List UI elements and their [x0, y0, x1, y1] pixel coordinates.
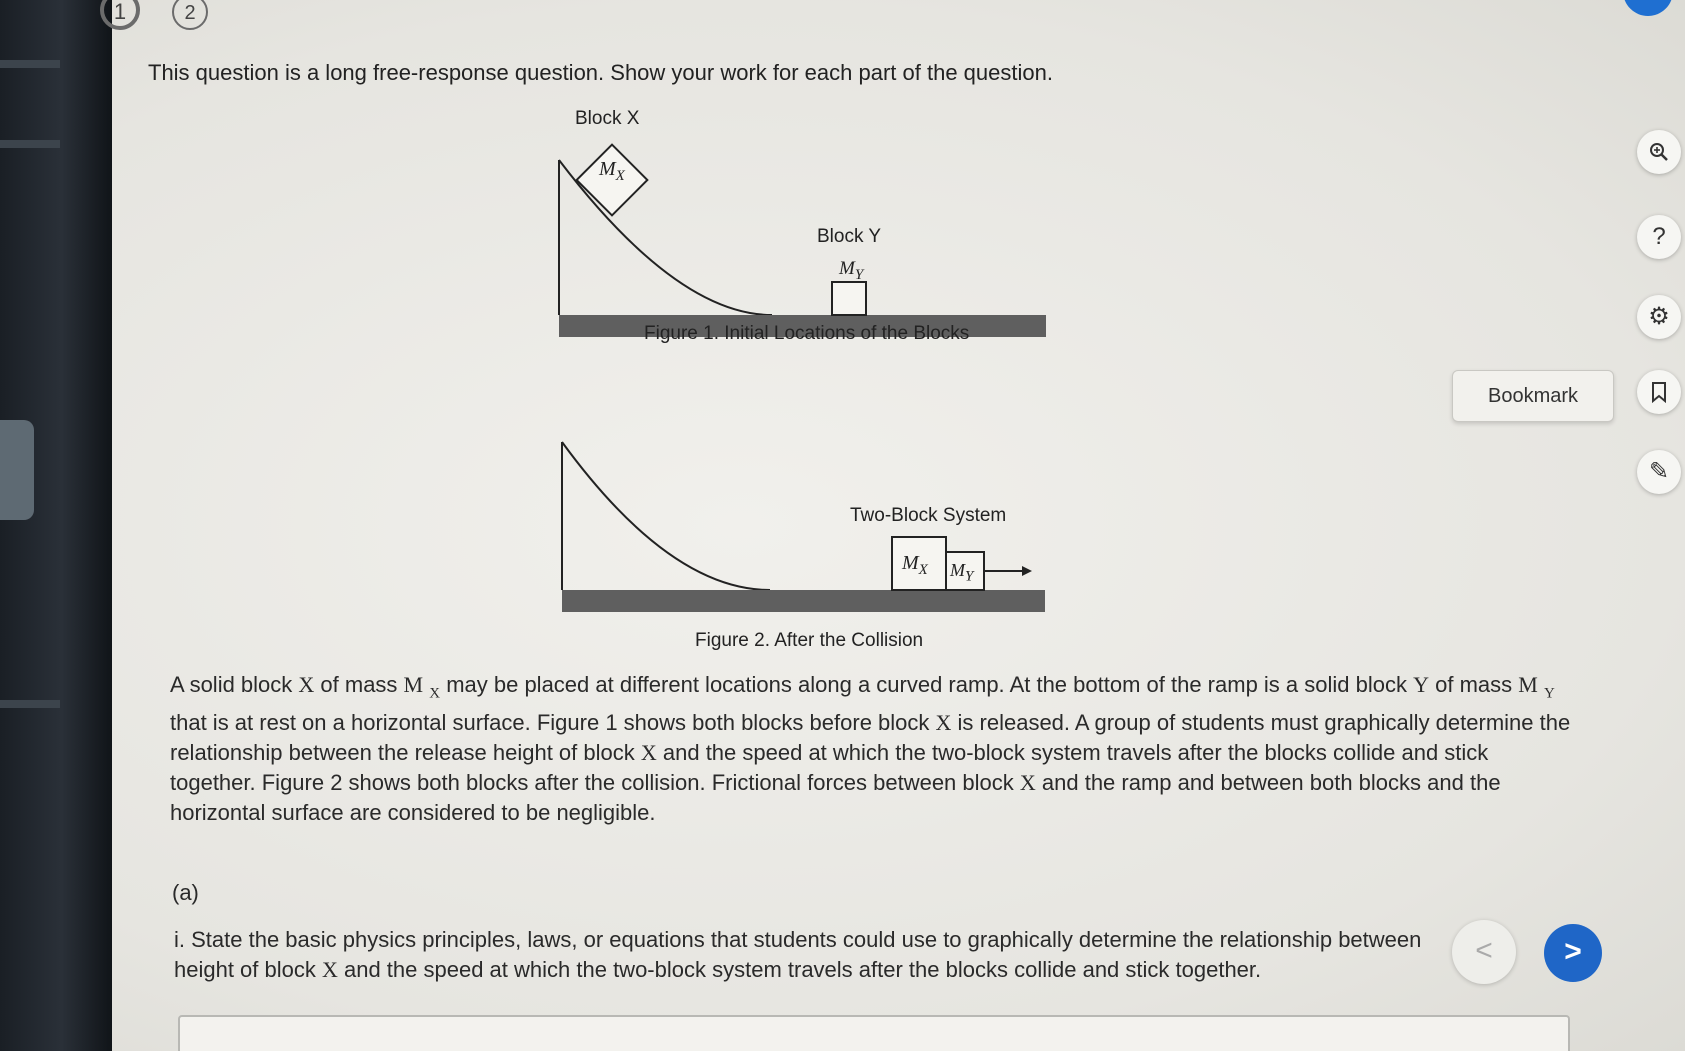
- help-button[interactable]: [1637, 215, 1681, 259]
- my-label: $M_Y$: [950, 560, 974, 585]
- question-number-1[interactable]: 1: [100, 0, 140, 30]
- bookmark-icon: [1650, 381, 1668, 403]
- ramp-curve: [562, 442, 770, 590]
- block-y-box: [832, 282, 866, 315]
- bezel-stripe: [0, 700, 60, 708]
- status-indicator: [1623, 0, 1673, 16]
- next-button[interactable]: >: [1544, 924, 1602, 982]
- question-screen: [112, 0, 1685, 1051]
- horizontal-surface: [562, 590, 1045, 612]
- bookmark-button[interactable]: Bookmark: [1452, 370, 1614, 422]
- annotate-button[interactable]: [1637, 450, 1681, 494]
- previous-button[interactable]: <: [1452, 920, 1516, 984]
- two-block-system-label: Two-Block System: [850, 505, 1007, 526]
- figure-2-caption: Figure 2. After the Collision: [695, 630, 924, 651]
- mx-label: $M_X$: [902, 552, 928, 578]
- block-x-label: Block X: [575, 108, 640, 129]
- question-instructions: This question is a long free-response question. Show your work for each part of the question.: [148, 60, 1053, 85]
- device-bezel: [0, 0, 112, 1051]
- answer-input[interactable]: [178, 1015, 1570, 1051]
- pencil-icon: ✎: [1648, 458, 1670, 485]
- bezel-stripe: [0, 60, 60, 68]
- velocity-arrowhead: [1022, 566, 1032, 576]
- part-i-prompt: i. State the basic physics principles, laws, or equations that students could use to graphically determine the relationship between height of block X and the speed at which the two-block system travels after the blocks collide and stick together.: [174, 927, 1422, 982]
- mx-label: $M_X$: [599, 158, 625, 184]
- gear-icon: ⚙: [1648, 303, 1670, 330]
- question-number-2[interactable]: 2: [172, 0, 208, 30]
- bezel-panel: [0, 420, 34, 520]
- block-y-label: Block Y: [817, 226, 882, 247]
- help-icon: ?: [1652, 223, 1666, 250]
- bookmark-side-button[interactable]: [1637, 370, 1681, 414]
- figure-1-caption: Figure 1. Initial Locations of the Blocks: [644, 323, 970, 344]
- figure-2-diagram: [560, 440, 1060, 620]
- question-stem: A solid block X of mass M $_X$ may be placed at different locations along a curved ramp. At the bottom of the ramp is a solid block Y of mass M $_Y$ that is at rest on a horizontal surface. Figure 1 shows both blocks before block X is released. A group of students must graphically determine the relationship between the release height of block X and the speed at which the two-block system travels after the blocks collide and stick together. Figure 2 shows both blocks after the collision. Frictional forces between block X and the ramp and between both blocks and the horizontal surface are considered to be negligible.: [170, 672, 1571, 826]
- bezel-stripe: [0, 140, 60, 148]
- part-a-label: (a): [172, 880, 199, 905]
- my-label: $M_Y$: [839, 258, 864, 283]
- zoom-in-button[interactable]: [1637, 130, 1681, 174]
- settings-button[interactable]: [1637, 295, 1681, 339]
- zoom-in-icon: [1648, 141, 1670, 163]
